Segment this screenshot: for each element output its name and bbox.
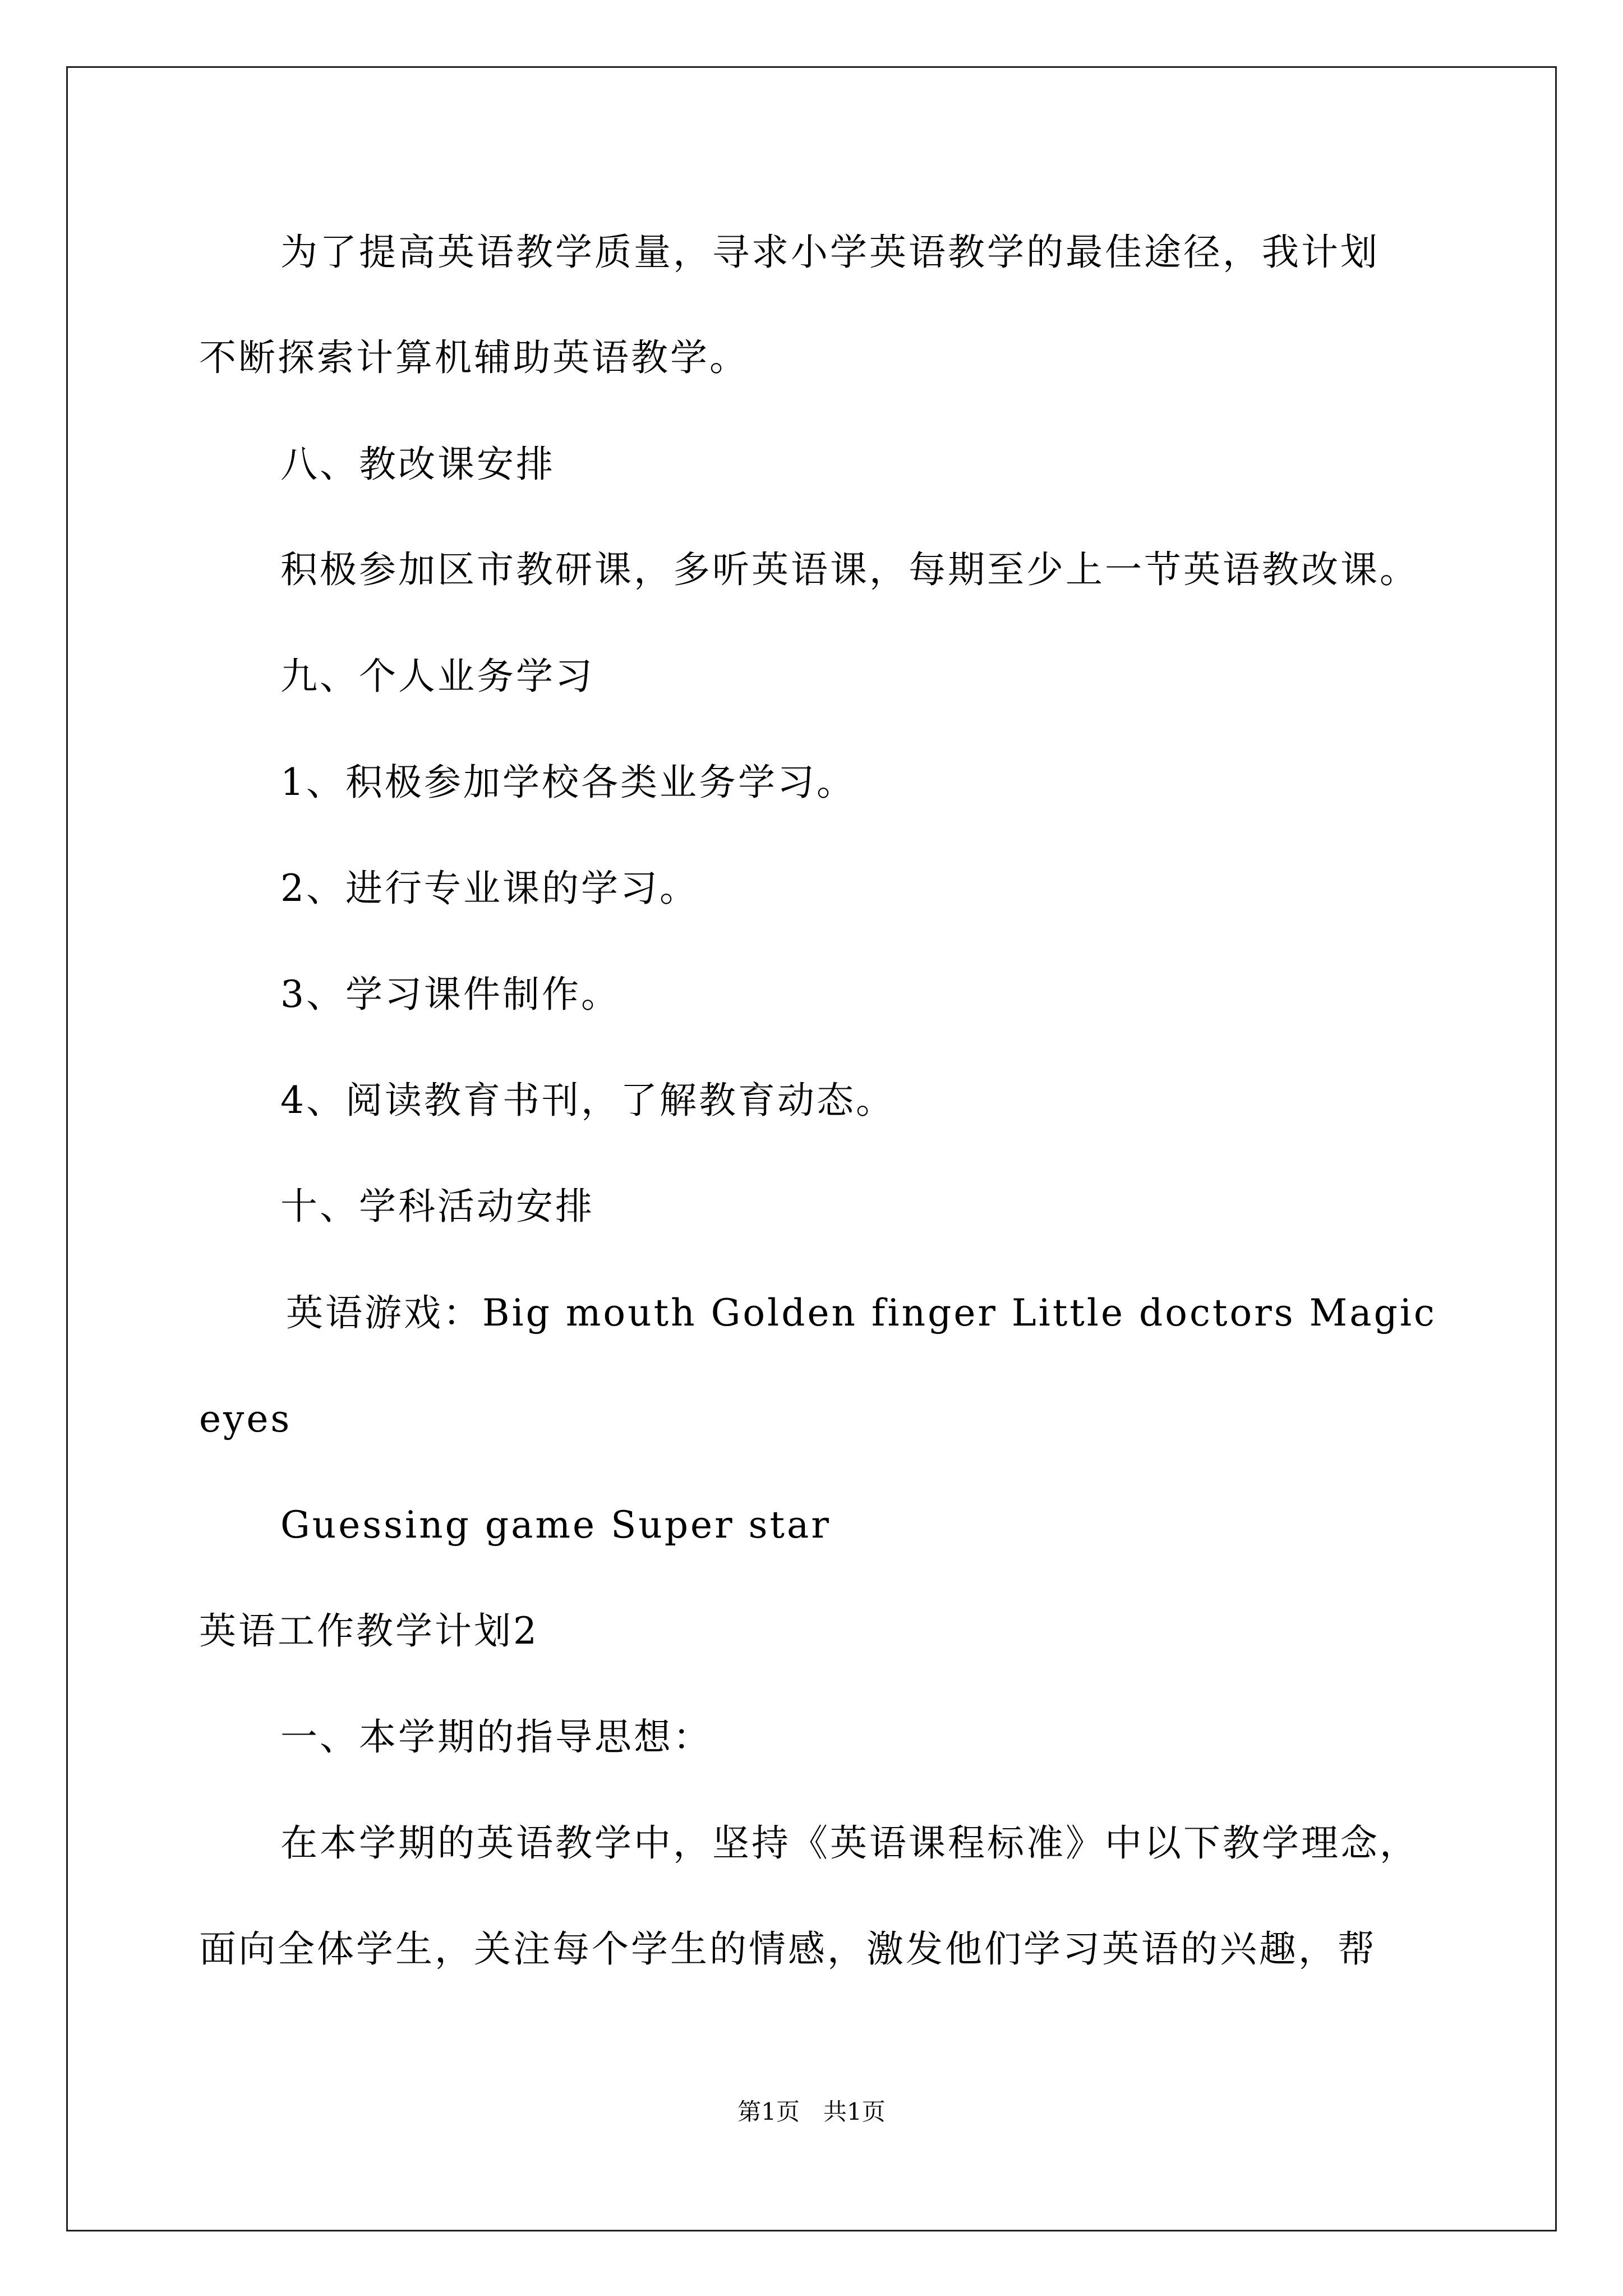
- list-item: 1、积极参加学校各类业务学习。: [280, 761, 856, 804]
- page-footer: 第1页 共1页: [737, 2098, 886, 2125]
- paragraph-line: 为了提高英语教学质量，寻求小学英语教学的最佳途径，我计划: [280, 231, 1380, 274]
- paragraph-line: 在本学期的英语教学中，坚持《英语课程标准》中以下教学理念，: [280, 1821, 1419, 1865]
- list-item: 3、学习课件制作。: [280, 973, 620, 1016]
- paragraph-line: 积极参加区市教研课，多听英语课，每期至少上一节英语教改课。: [280, 548, 1419, 591]
- list-item: 4、阅读教育书刊，了解教育动态。: [280, 1079, 895, 1122]
- list-item: 2、进行专业课的学习。: [280, 867, 699, 910]
- section-heading: 一、本学期的指导思想：: [280, 1715, 712, 1759]
- page-border: [66, 66, 1557, 2231]
- paragraph-line: 不断探索计算机辅助英语教学。: [199, 336, 749, 379]
- section-heading: 八、教改课安排: [280, 443, 555, 486]
- paragraph-line: 英语游戏：Big mouth Golden finger Little doctors Magic: [286, 1291, 1437, 1335]
- section-heading: 九、个人业务学习: [280, 655, 594, 698]
- paragraph-line: eyes: [199, 1397, 292, 1441]
- document-title: 英语工作教学计划2: [199, 1609, 539, 1653]
- paragraph-line: 面向全体学生，关注每个学生的情感，激发他们学习英语的兴趣，帮: [199, 1927, 1377, 1971]
- section-heading: 十、学科活动安排: [280, 1185, 594, 1228]
- paragraph-line: Guessing game Super star: [280, 1503, 831, 1547]
